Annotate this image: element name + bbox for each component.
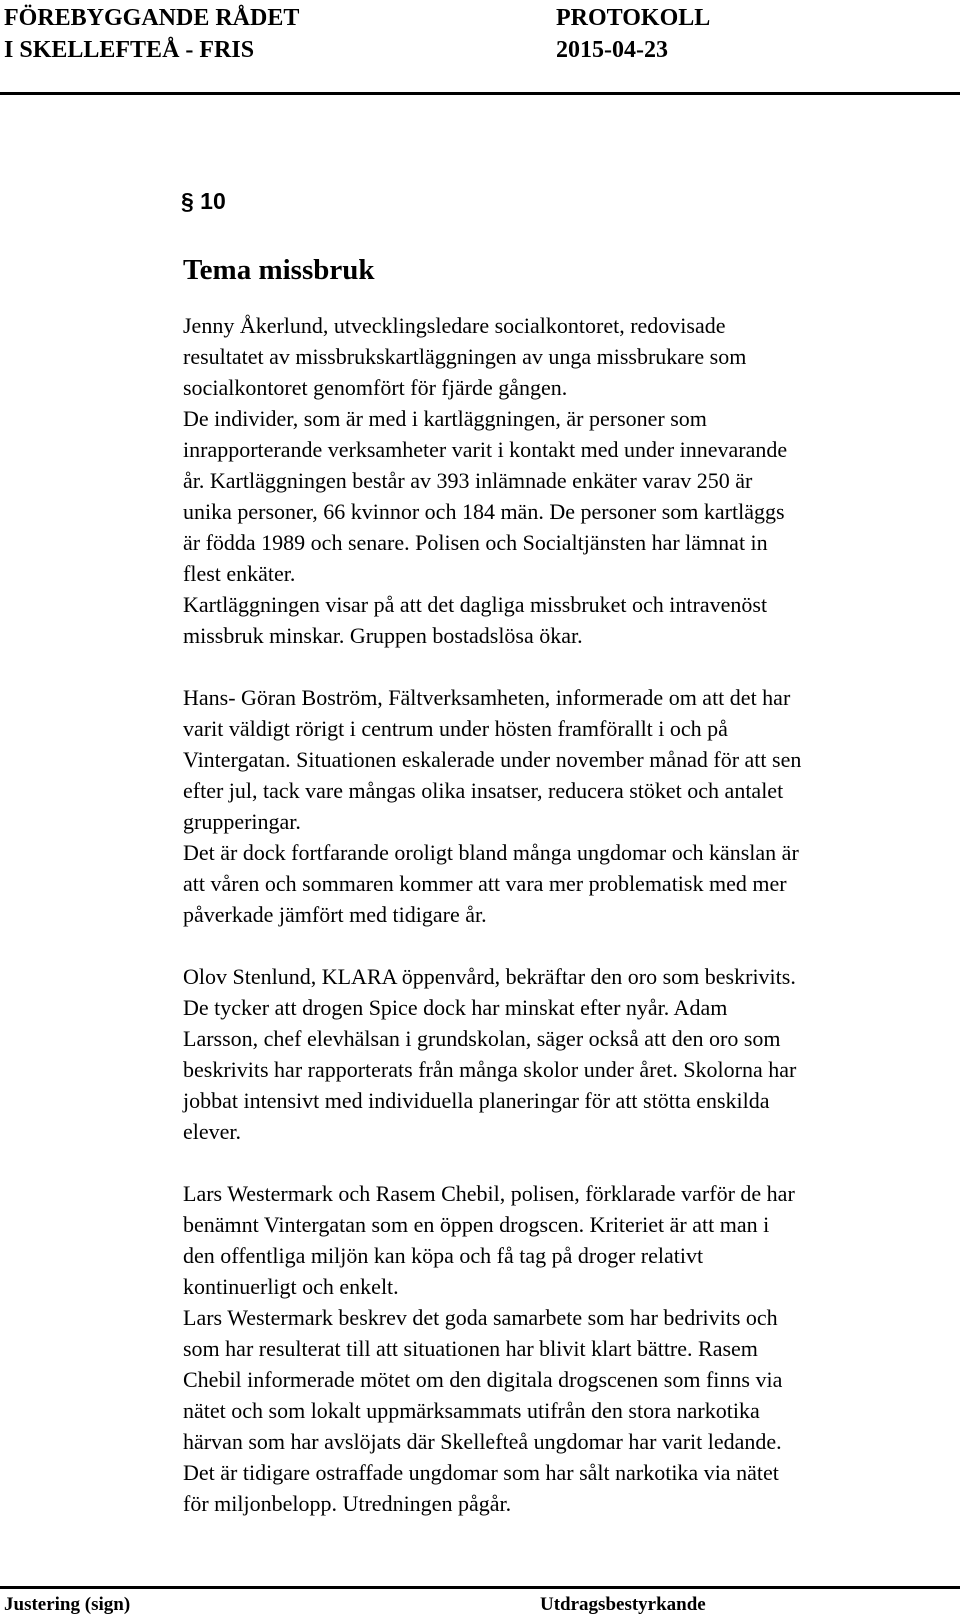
text-line: Lars Westermark och Rasem Chebil, polisen, förklarade varför de har	[183, 1181, 795, 1206]
text-line: Jenny Åkerlund, utvecklingsledare socialkontoret, redovisade	[183, 313, 726, 338]
paragraph-spacer	[183, 930, 953, 961]
header-org-line1: FÖREBYGGANDE RÅDET	[4, 5, 300, 31]
text-line: påverkade jämfört med tidigare år.	[183, 902, 487, 927]
text-line: benämnt Vintergatan som en öppen drogscen. Kriteriet är att man i	[183, 1212, 770, 1237]
text-line: Det är dock fortfarande oroligt bland många ungdomar och känslan är	[183, 840, 799, 865]
text-line: Vintergatan. Situationen eskalerade under november månad för att sen	[183, 747, 802, 772]
text-line: De tycker att drogen Spice dock har minskat efter nyår. Adam	[183, 995, 728, 1020]
paragraph-spacer	[183, 651, 953, 682]
paragraph-spacer	[183, 1147, 953, 1178]
text-line: beskrivits har rapporterats från många skolor under året. Skolorna har	[183, 1057, 797, 1082]
text-line: är födda 1989 och senare. Polisen och Socialtjänsten har lämnat in	[183, 530, 768, 555]
protocol-body	[183, 310, 953, 1519]
header-doc-type: PROTOKOLL	[556, 5, 711, 31]
text-line: nätet och som lokalt uppmärksammats utifrån den stora narkotika	[183, 1398, 760, 1423]
text-line: kontinuerligt och enkelt.	[183, 1274, 399, 1299]
text-line: som har resulterat till att situationen har blivit klart bättre. Rasem	[183, 1336, 758, 1361]
header-divider	[0, 92, 960, 95]
text-line: missbruk minskar. Gruppen bostadslösa ökar.	[183, 623, 583, 648]
text-line: Larsson, chef elevhälsan i grundskolan, säger också att den oro som	[183, 1026, 781, 1051]
header-document-info	[556, 2, 710, 66]
text-line: Hans- Göran Boström, Fältverksamheten, informerade om att det har	[183, 685, 791, 710]
footer-divider	[0, 1586, 960, 1589]
text-line: år. Kartläggningen består av 393 inlämnade enkäter varav 250 är	[183, 468, 753, 493]
text-line: efter jul, tack vare mångas olika insatser, reducera stöket och antalet	[183, 778, 784, 803]
text-line: inrapporterande verksamheter varit i kontakt med under innevarande	[183, 437, 788, 462]
text-line: De individer, som är med i kartläggningen, är personer som	[183, 406, 707, 431]
text-line: varit väldigt rörigt i centrum under hösten framförallt i och på	[183, 716, 728, 741]
text-line: flest enkäter.	[183, 561, 296, 586]
text-line: att våren och sommaren kommer att vara mer problematisk med mer	[183, 871, 787, 896]
text-line: socialkontoret genomfört för fjärde gången.	[183, 375, 568, 400]
text-line: Kartläggningen visar på att det dagliga missbruket och intravenöst	[183, 592, 768, 617]
text-line: för miljonbelopp. Utredningen pågår.	[183, 1491, 512, 1516]
header-organization	[4, 2, 299, 66]
header-date: 2015-04-23	[556, 37, 668, 63]
header-org-line2: I SKELLEFTEÅ - FRIS	[4, 37, 255, 63]
paragraph-faltverksamheten	[183, 682, 953, 930]
footer-justering: Justering (sign)	[4, 1594, 131, 1615]
text-line: unika personer, 66 kvinnor och 184 män. De personer som kartläggs	[183, 499, 785, 524]
text-line: resultatet av missbrukskartläggningen av unga missbrukare som	[183, 344, 747, 369]
paragraph-polisen	[183, 1178, 953, 1519]
section-number: § 10	[181, 188, 226, 214]
section-title: Tema missbruk	[183, 254, 375, 286]
footer-utdragsbestyrkande: Utdragsbestyrkande	[540, 1594, 706, 1615]
text-line: Chebil informerade mötet om den digitala drogscenen som finns via	[183, 1367, 783, 1392]
text-line: Lars Westermark beskrev det goda samarbete som har bedrivits och	[183, 1305, 778, 1330]
text-line: Det är tidigare ostraffade ungdomar som har sålt narkotika via nätet	[183, 1460, 779, 1485]
text-line: den offentliga miljön kan köpa och få tag på droger relativt	[183, 1243, 704, 1268]
text-line: grupperingar.	[183, 809, 301, 834]
text-line: härvan som har avslöjats där Skellefteå ungdomar har varit ledande.	[183, 1429, 782, 1454]
paragraph-klara	[183, 961, 953, 1147]
paragraph-kartlaggning	[183, 310, 953, 651]
text-line: Olov Stenlund, KLARA öppenvård, bekräftar den oro som beskrivits.	[183, 964, 796, 989]
text-line: elever.	[183, 1119, 242, 1144]
text-line: jobbat intensivt med individuella planeringar för att stötta enskilda	[183, 1088, 770, 1113]
